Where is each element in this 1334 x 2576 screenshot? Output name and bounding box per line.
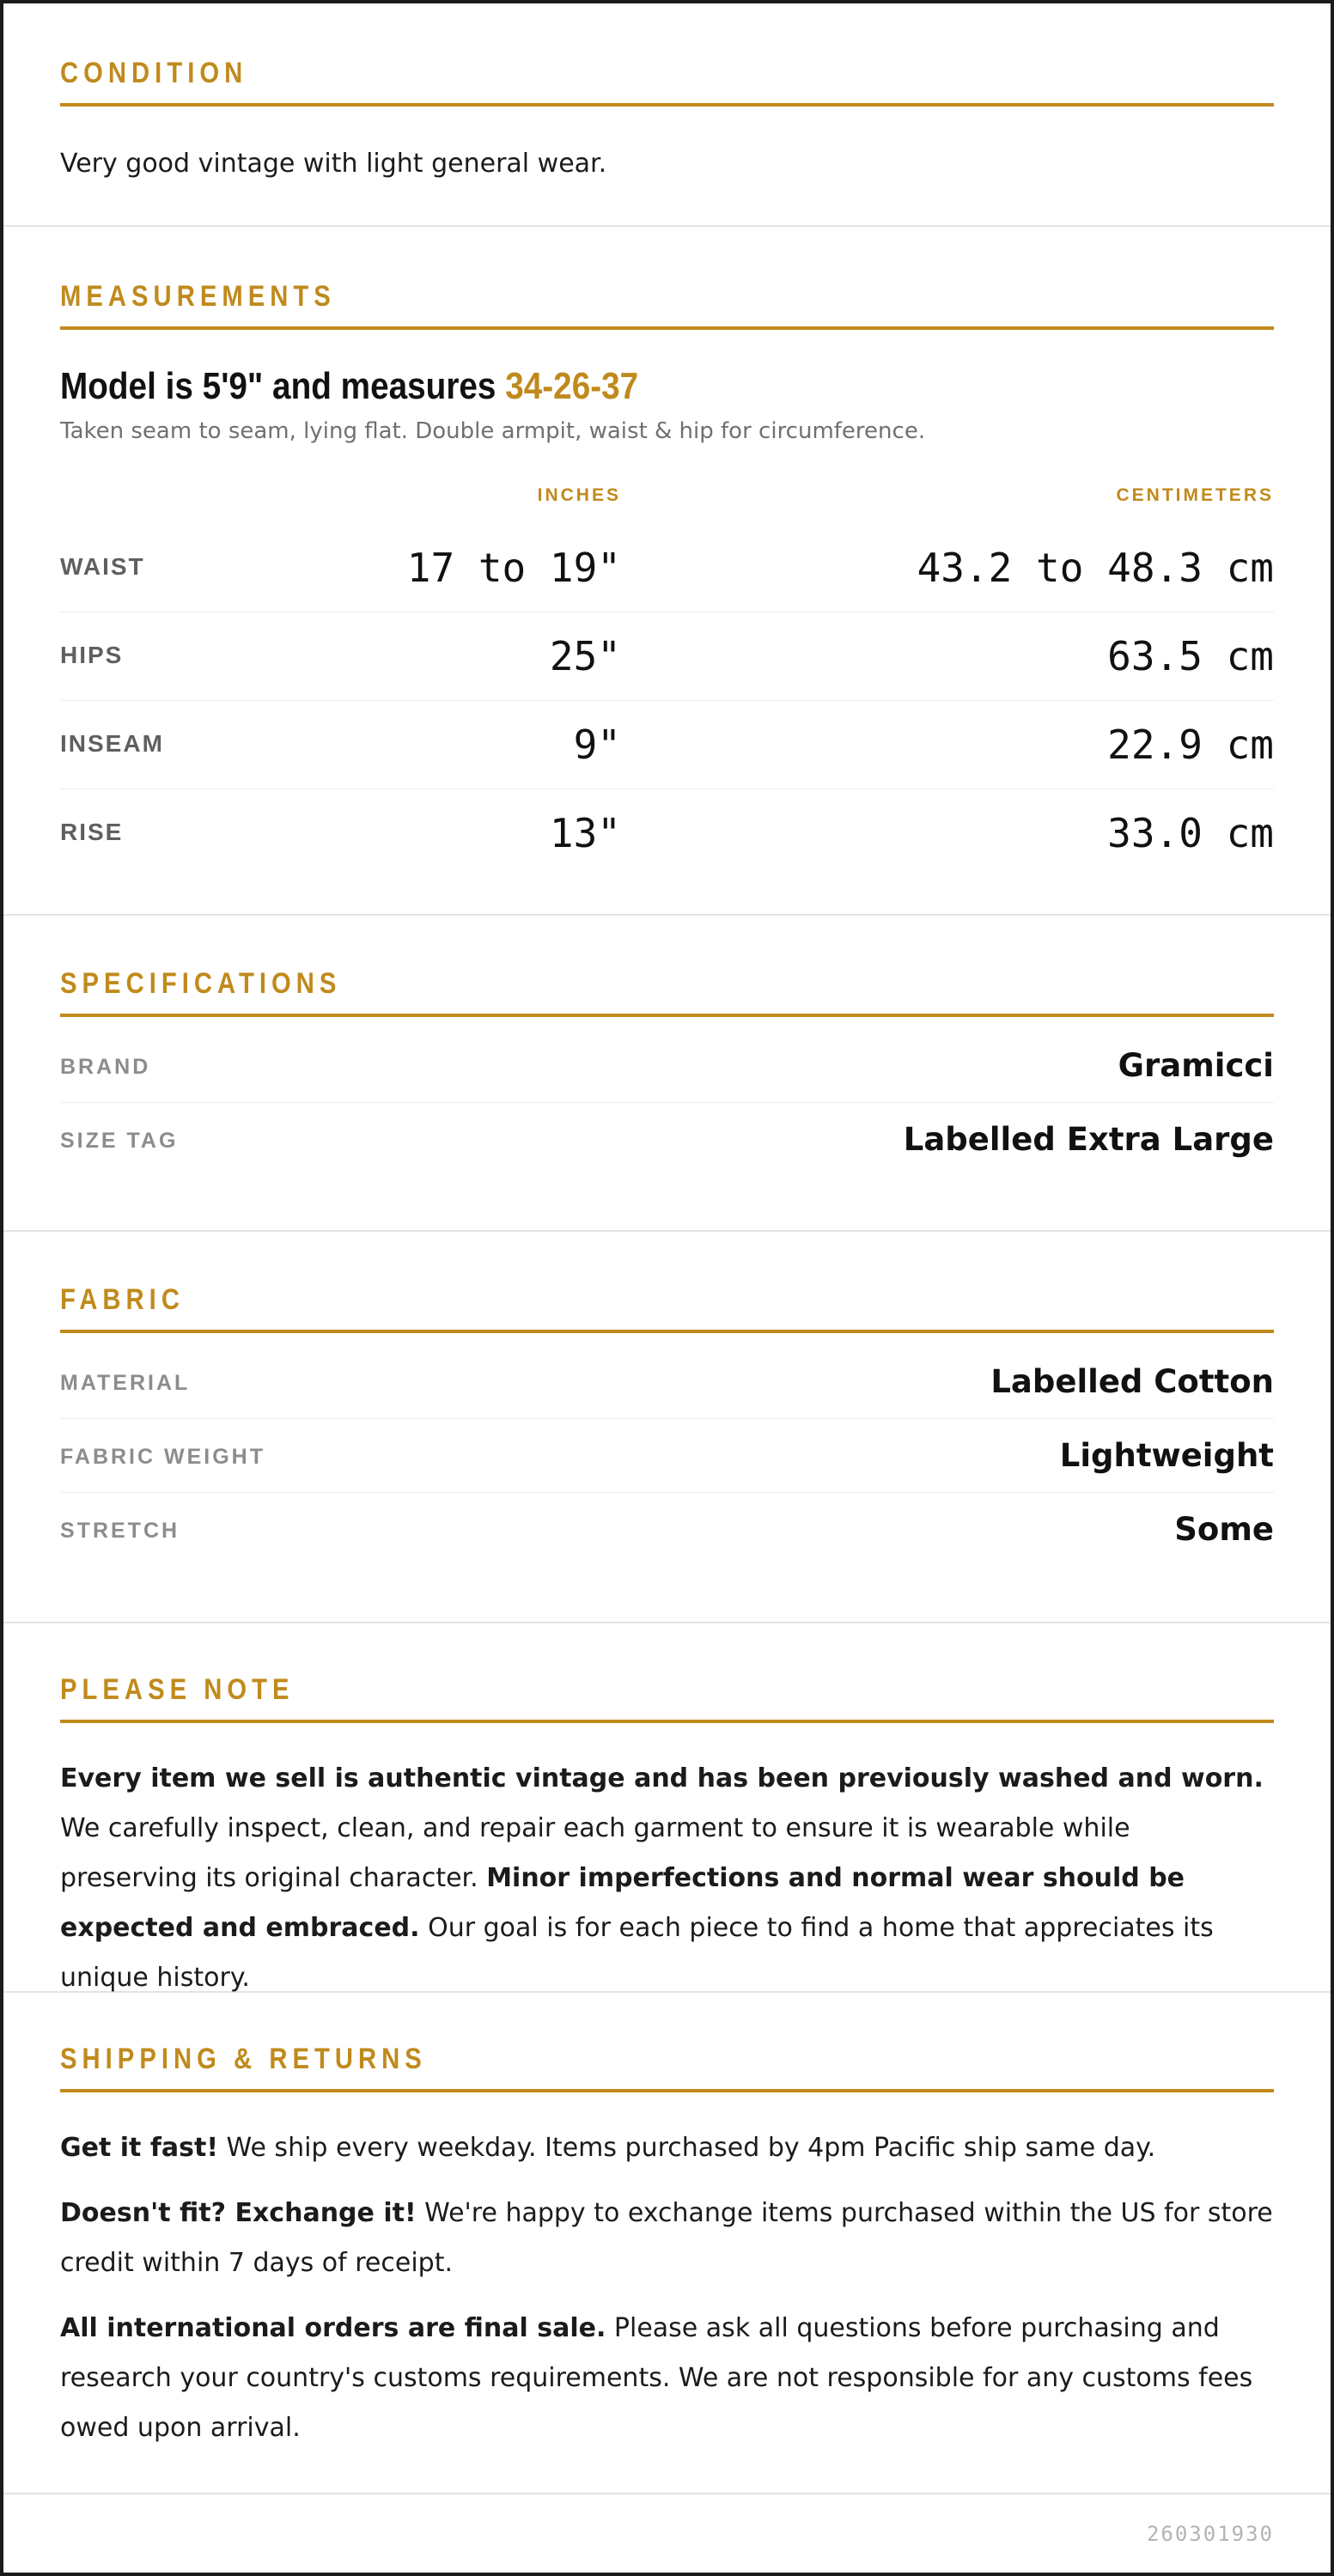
shipping-text: We're happy to exchange items purchased within the US for store credit within 7 days of receipt. <box>60 2198 1273 2278</box>
shipping-paragraph-3 <box>60 2304 1274 2453</box>
shipping-bold: All international orders are final sale. <box>60 2313 606 2343</box>
measurement-inches: 9" <box>573 722 621 768</box>
fabric-row-material <box>60 1345 1274 1419</box>
shipping-bold: Get it fast! <box>60 2133 218 2163</box>
measurement-inches: 17 to 19" <box>406 545 621 591</box>
measurement-row-hips <box>60 612 1274 701</box>
measurement-label: INSEAM <box>60 730 164 757</box>
fabric-value: Labelled Cotton <box>990 1363 1274 1400</box>
shipping-title: SHIPPING & RETURNS <box>60 2043 427 2075</box>
shipping-bold: Doesn't fit? Exchange it! <box>60 2198 417 2228</box>
spec-value: Gramicci <box>1118 1047 1274 1084</box>
column-header-centimeters: CENTIMETERS <box>1116 485 1274 505</box>
measurement-row-waist <box>60 524 1274 612</box>
measurement-cm: 43.2 to 48.3 cm <box>917 545 1274 591</box>
fabric-section <box>3 1232 1331 1623</box>
spec-row-size-tag <box>60 1103 1274 1177</box>
specifications-section <box>3 916 1331 1232</box>
shipping-text: Please ask all questions before purchasing and research your country's customs requirements. We are not responsible for any customs fees owed upon arrival. <box>60 2313 1253 2443</box>
footer <box>3 2494 1331 2573</box>
fabric-value: Lightweight <box>1059 1437 1274 1474</box>
measurements-section <box>3 227 1331 916</box>
spec-label: BRAND <box>60 1055 151 1079</box>
measurement-cm: 22.9 cm <box>1107 722 1274 768</box>
shipping-section <box>3 1993 1331 2494</box>
shipping-paragraph-2 <box>60 2189 1274 2288</box>
measurement-label: RISE <box>60 819 124 845</box>
fabric-label: MATERIAL <box>60 1371 191 1395</box>
spec-row-brand <box>60 1029 1274 1103</box>
specifications-title: SPECIFICATIONS <box>60 967 342 1000</box>
specifications-rule <box>60 1014 1274 1017</box>
note-text-1: We carefully inspect, clean, and repair each garment to ensure it is wearable while preserving its original character. <box>60 1813 1130 1893</box>
please-note-paragraph <box>60 1754 1274 2003</box>
measurement-inches: 13" <box>549 810 621 856</box>
item-code: 260301930 <box>1146 2522 1274 2546</box>
model-statement <box>60 365 639 407</box>
please-note-title: PLEASE NOTE <box>60 1673 295 1706</box>
condition-rule <box>60 103 1274 107</box>
shipping-text: We ship every weekday. Items purchased by 4pm Pacific ship same day. <box>218 2133 1156 2163</box>
note-bold-1: Every item we sell is authentic vintage and has been previously washed and worn. <box>60 1763 1264 1793</box>
model-measures: 34-26-37 <box>505 365 639 407</box>
fabric-rule <box>60 1330 1274 1333</box>
fabric-row-weight <box>60 1419 1274 1493</box>
measurements-title: MEASUREMENTS <box>60 280 336 313</box>
measurement-row-inseam <box>60 701 1274 789</box>
shipping-rule <box>60 2089 1274 2092</box>
measurements-subtitle: Taken seam to seam, lying flat. Double armpit, waist & hip for circumference. <box>60 418 926 444</box>
fabric-label: STRETCH <box>60 1519 180 1543</box>
measurement-cm: 63.5 cm <box>1107 633 1274 679</box>
measurement-cm: 33.0 cm <box>1107 810 1274 856</box>
fabric-label: FABRIC WEIGHT <box>60 1445 265 1469</box>
shipping-paragraph-1 <box>60 2123 1274 2173</box>
column-header-inches: INCHES <box>537 485 621 505</box>
condition-section <box>3 3 1331 227</box>
note-text-2: Our goal is for each piece to find a home that appreciates its unique history. <box>60 1913 1214 1993</box>
condition-title: CONDITION <box>60 57 248 89</box>
please-note-section <box>3 1623 1331 1993</box>
spec-value: Labelled Extra Large <box>903 1121 1274 1158</box>
condition-text: Very good vintage with light general wear. <box>60 149 607 179</box>
fabric-title: FABRIC <box>60 1283 185 1316</box>
measurement-inches: 25" <box>549 633 621 679</box>
note-bold-2: Minor imperfections and normal wear should be expected and embraced. <box>60 1863 1185 1943</box>
spec-label: SIZE TAG <box>60 1129 179 1153</box>
model-prefix: Model is 5'9" and measures <box>60 365 506 407</box>
measurement-label: WAIST <box>60 553 145 580</box>
measurement-row-rise <box>60 789 1274 878</box>
measurements-rule <box>60 326 1274 330</box>
please-note-rule <box>60 1720 1274 1723</box>
fabric-row-stretch <box>60 1493 1274 1567</box>
fabric-value: Some <box>1174 1511 1274 1548</box>
measurement-label: HIPS <box>60 642 124 668</box>
